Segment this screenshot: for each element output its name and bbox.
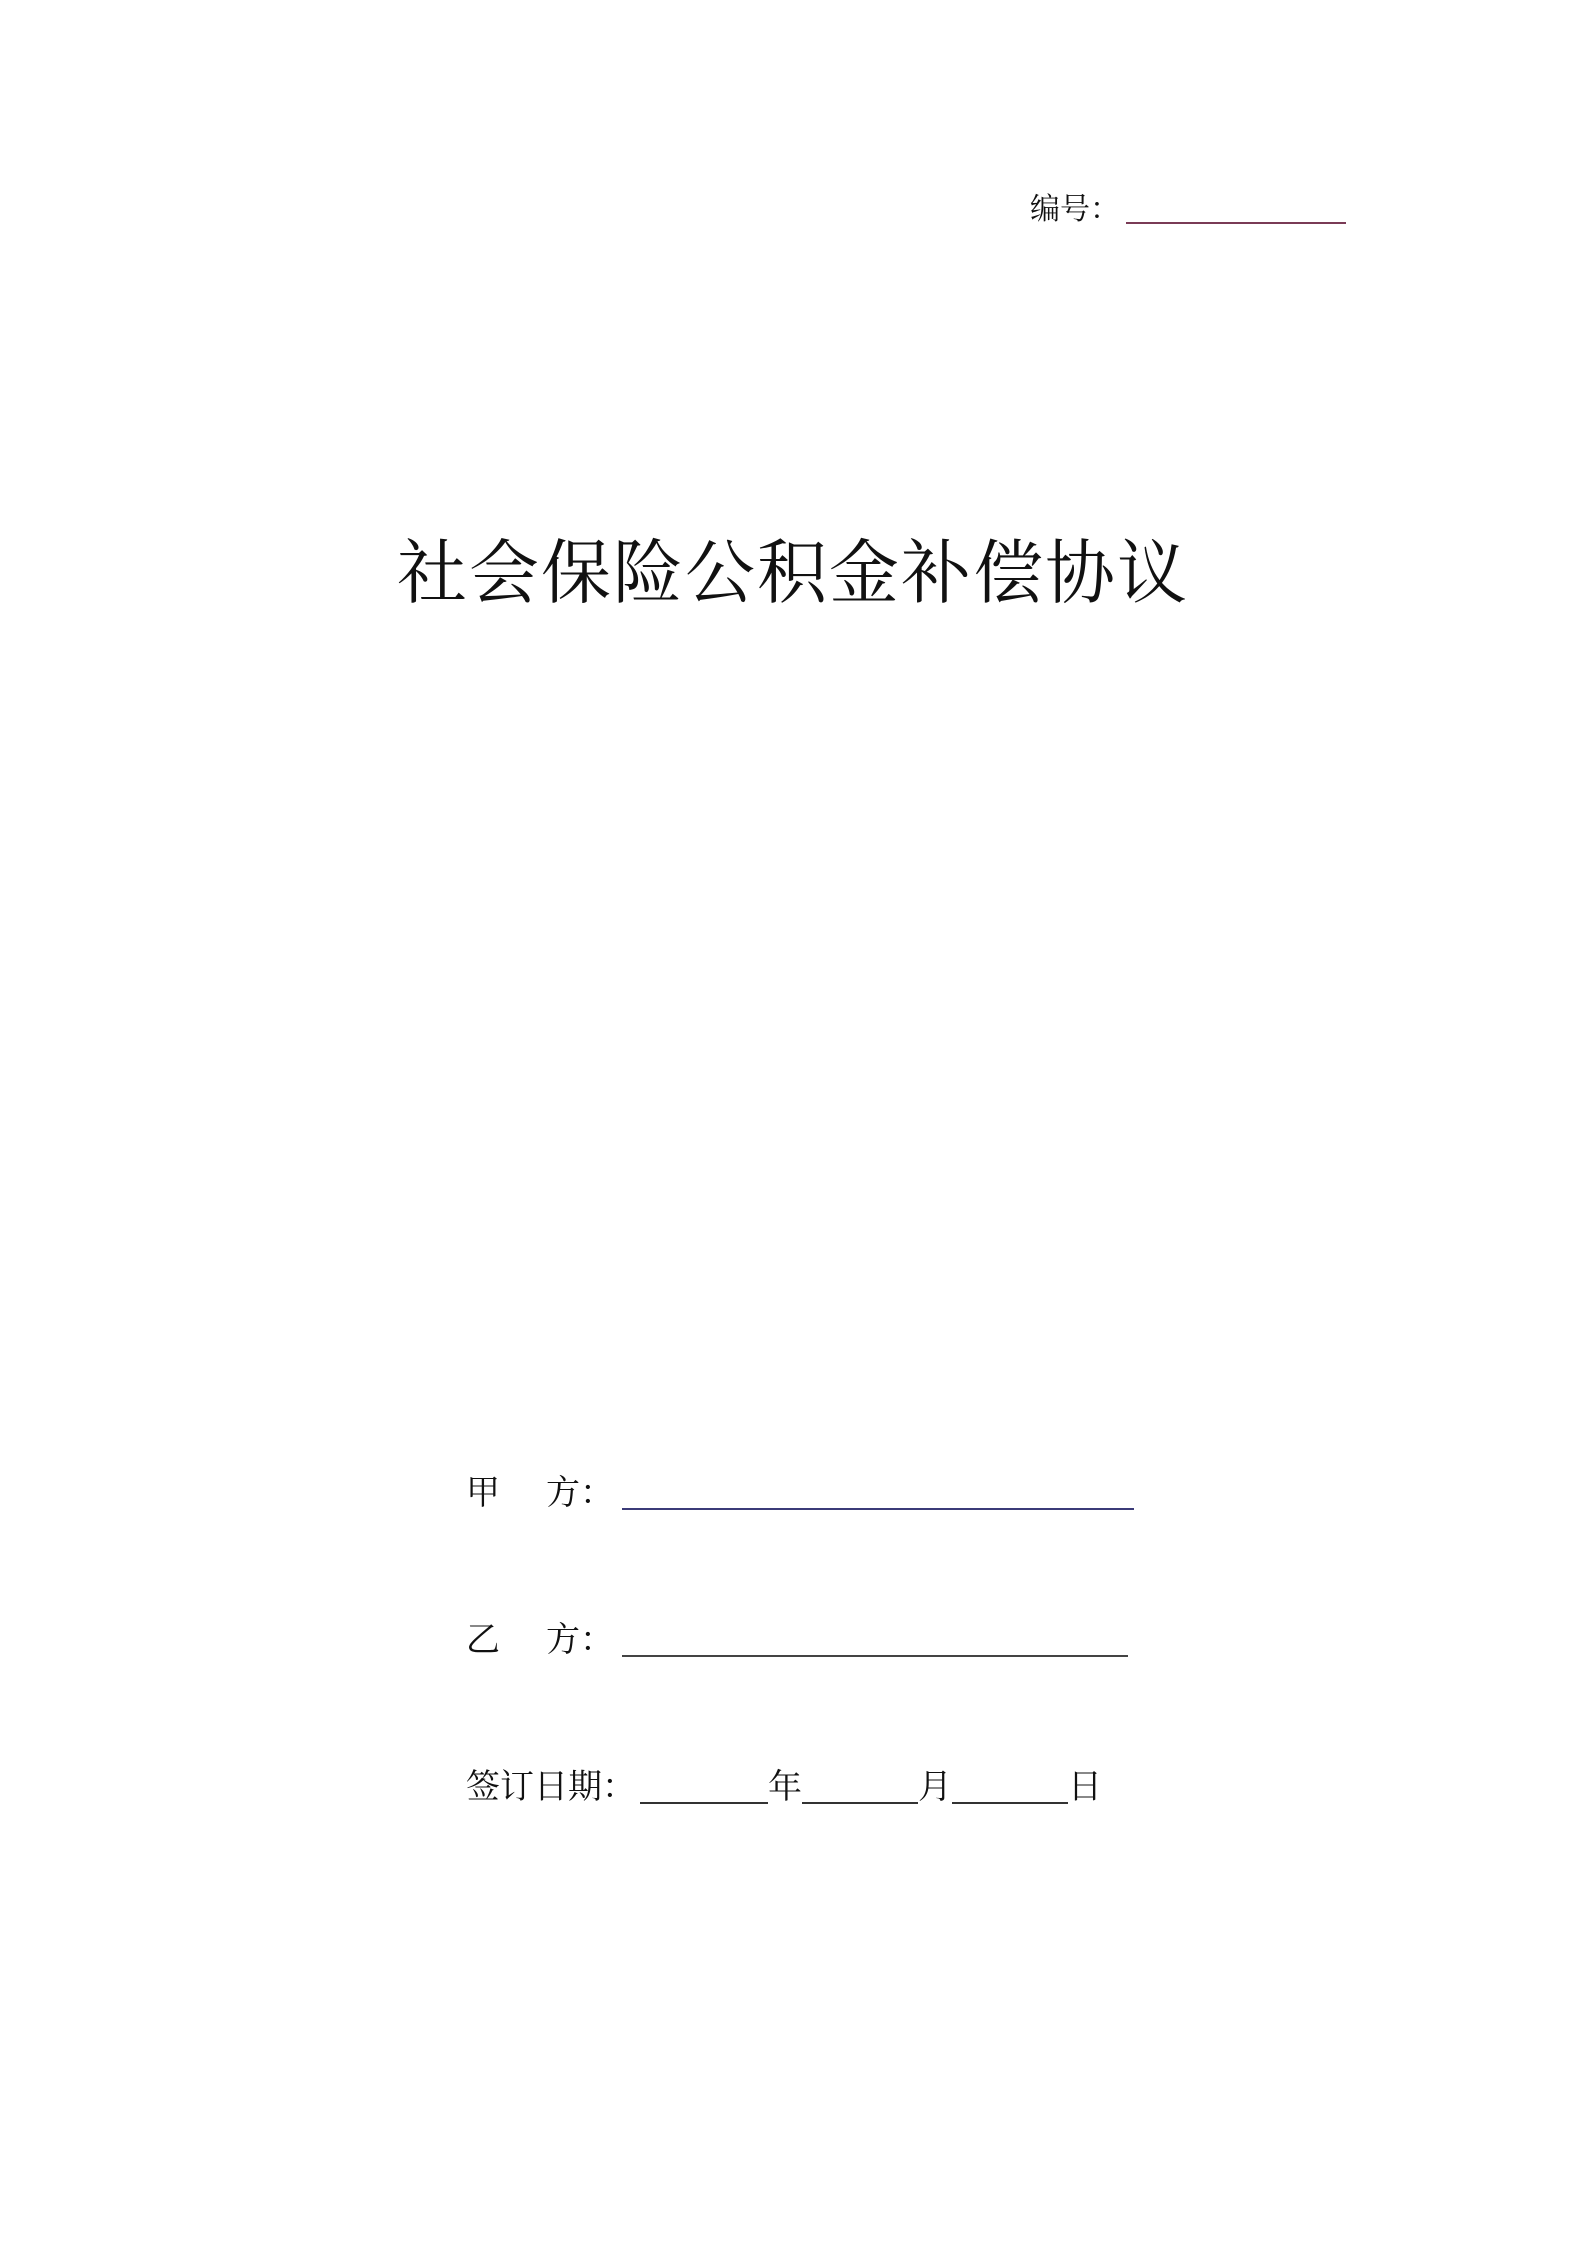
year-unit: 年 — [768, 1767, 802, 1807]
sign-date-field — [466, 1762, 1102, 1812]
day-blank[interactable] — [952, 1802, 1068, 1804]
month-blank[interactable] — [802, 1802, 918, 1804]
year-blank[interactable] — [640, 1802, 768, 1804]
serial-number-field — [1030, 190, 1346, 230]
party-a-label-suffix: 方： — [546, 1473, 614, 1513]
party-b-label-suffix: 方： — [546, 1620, 614, 1660]
party-a-blank[interactable] — [622, 1508, 1134, 1510]
party-b-label-char: 乙 — [466, 1620, 500, 1660]
serial-number-label: 编号： — [1030, 192, 1120, 227]
document-title: 社会保险公积金补偿协议 — [397, 532, 1189, 614]
party-a-label-char: 甲 — [466, 1473, 500, 1513]
serial-number-blank[interactable] — [1126, 222, 1346, 224]
party-b-blank[interactable] — [622, 1655, 1128, 1657]
party-a-field — [466, 1468, 1134, 1518]
party-b-field — [466, 1615, 1128, 1665]
sign-date-label: 签订日期： — [466, 1767, 636, 1807]
day-unit: 日 — [1068, 1767, 1102, 1807]
month-unit: 月 — [918, 1767, 952, 1807]
